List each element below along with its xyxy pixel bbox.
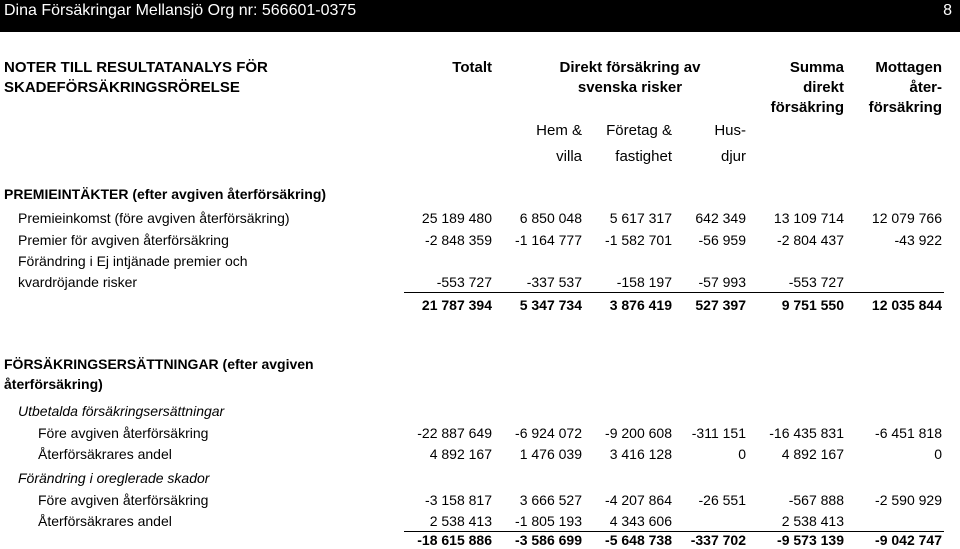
column-header-summa-line3: försäkring xyxy=(770,99,844,116)
column-header-hem-line1: Hem & xyxy=(536,122,582,139)
cell-foretag: 3 416 128 xyxy=(609,446,672,462)
subsection-oreglerade: Förändring i oreglerade skador xyxy=(18,470,210,486)
cell-mottagen: -6 451 818 xyxy=(875,425,942,441)
column-header-totalt: Totalt xyxy=(452,59,492,76)
total-summa: 9 751 550 xyxy=(781,297,844,313)
total-foretag: 3 876 419 xyxy=(609,297,672,313)
cell-totalt: -3 158 817 xyxy=(425,492,492,508)
cell-foretag: -158 197 xyxy=(616,274,672,290)
total-hem-villa: -3 586 699 xyxy=(515,532,582,548)
row-label: Återförsäkrares andel xyxy=(38,513,172,529)
total-summa: -9 573 139 xyxy=(777,532,844,548)
cell-foretag: -9 200 608 xyxy=(605,425,672,441)
row-label: Premieinkomst (före avgiven återförsäkring) xyxy=(18,210,290,226)
total-totalt: -18 615 886 xyxy=(417,532,492,548)
page-number: 8 xyxy=(943,2,952,19)
row-label: Förändring i Ej intjänade premier och xyxy=(18,253,248,269)
cell-summa: 2 538 413 xyxy=(781,513,844,529)
cell-totalt: 4 892 167 xyxy=(429,446,492,462)
organization-name: Dina Försäkringar Mellansjö Org nr: 566601-0375 xyxy=(4,2,357,19)
column-header-summa-line2: direkt xyxy=(803,79,844,96)
section-heading-ersattningar: FÖRSÄKRINGSERSÄTTNINGAR (efter avgiven xyxy=(4,356,314,372)
cell-summa: -567 888 xyxy=(788,492,844,508)
column-header-mottagen-line1: Mottagen xyxy=(875,59,942,76)
cell-mottagen: 12 079 766 xyxy=(871,210,942,226)
column-header-foretag-line1: Företag & xyxy=(606,122,672,139)
cell-mottagen: 0 xyxy=(934,446,942,462)
row-label: Återförsäkrares andel xyxy=(38,446,172,462)
subtotal-rule xyxy=(404,292,944,293)
cell-foretag: 5 617 317 xyxy=(609,210,672,226)
column-header-hus-line1: Hus- xyxy=(714,122,746,139)
total-hem-villa: 5 347 734 xyxy=(519,297,582,313)
cell-hem-villa: -337 537 xyxy=(526,274,582,290)
cell-hem-villa: -6 924 072 xyxy=(515,425,582,441)
column-header-mottagen-line2: åter- xyxy=(909,79,942,96)
note-title-line2: SKADEFÖRSÄKRINGSRÖRELSE xyxy=(4,79,240,96)
cell-totalt: -2 848 359 xyxy=(425,232,492,248)
cell-foretag: -4 207 864 xyxy=(605,492,672,508)
total-mottagen: -9 042 747 xyxy=(875,532,942,548)
cell-foretag: 4 343 606 xyxy=(609,513,672,529)
cell-totalt: -22 887 649 xyxy=(417,425,492,441)
column-header-direkt-line2: svenska risker xyxy=(577,79,683,96)
cell-summa: -553 727 xyxy=(788,274,844,290)
section-heading-ersattningar-line2: återförsäkring) xyxy=(4,376,103,392)
page-header xyxy=(0,0,960,32)
cell-foretag: -1 582 701 xyxy=(605,232,672,248)
cell-summa: -2 804 437 xyxy=(777,232,844,248)
column-header-summa-line1: Summa xyxy=(789,59,844,76)
row-label: Premier för avgiven återförsäkring xyxy=(18,232,229,248)
note-title-line1: NOTER TILL RESULTATANALYS FÖR xyxy=(4,59,268,76)
cell-hem-villa: 3 666 527 xyxy=(519,492,582,508)
column-header-hus-line2: djur xyxy=(720,148,746,165)
cell-totalt: -553 727 xyxy=(436,274,492,290)
column-header-direkt-line1: Direkt försäkring av xyxy=(559,59,701,76)
column-header-mottagen-line3: försäkring xyxy=(868,99,942,116)
cell-mottagen: -2 590 929 xyxy=(875,492,942,508)
total-husdjur: 527 397 xyxy=(695,297,746,313)
cell-summa: 4 892 167 xyxy=(781,446,844,462)
column-header-foretag-line2: fastighet xyxy=(615,148,672,165)
cell-husdjur: -26 551 xyxy=(698,492,746,508)
cell-totalt: 2 538 413 xyxy=(429,513,492,529)
cell-mottagen: -43 922 xyxy=(894,232,942,248)
total-foretag: -5 648 738 xyxy=(605,532,672,548)
total-totalt: 21 787 394 xyxy=(421,297,492,313)
cell-summa: -16 435 831 xyxy=(769,425,844,441)
subsection-utbetalda: Utbetalda försäkringsersättningar xyxy=(18,403,225,419)
row-label: Före avgiven återförsäkring xyxy=(38,492,209,508)
total-husdjur: -337 702 xyxy=(690,532,746,548)
cell-hem-villa: -1 164 777 xyxy=(515,232,582,248)
cell-husdjur: 642 349 xyxy=(695,210,746,226)
cell-husdjur: -57 993 xyxy=(698,274,746,290)
cell-hem-villa: -1 805 193 xyxy=(515,513,582,529)
cell-hem-villa: 1 476 039 xyxy=(519,446,582,462)
total-mottagen: 12 035 844 xyxy=(871,297,942,313)
cell-totalt: 25 189 480 xyxy=(421,210,492,226)
column-header-hem-line2: villa xyxy=(556,148,582,165)
cell-summa: 13 109 714 xyxy=(773,210,844,226)
cell-hem-villa: 6 850 048 xyxy=(519,210,582,226)
cell-husdjur: -311 151 xyxy=(691,425,746,441)
row-label-continued: kvardröjande risker xyxy=(18,274,138,290)
section-heading-premieintakter: PREMIEINTÄKTER (efter avgiven återförsäkring) xyxy=(4,186,327,202)
row-label: Före avgiven återförsäkring xyxy=(38,425,209,441)
cell-husdjur: -56 959 xyxy=(698,232,746,248)
cell-husdjur: 0 xyxy=(738,446,746,462)
